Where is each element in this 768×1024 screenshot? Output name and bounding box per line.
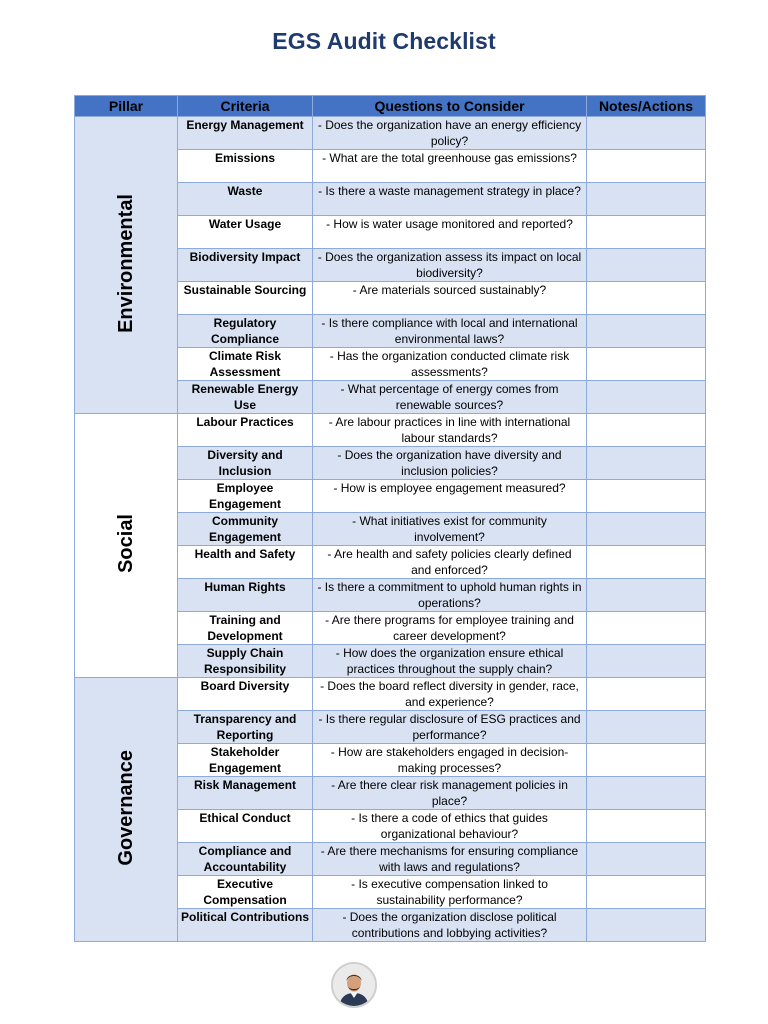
notes-cell[interactable] <box>587 480 706 513</box>
table-body <box>75 117 706 942</box>
pillar-cell <box>75 678 178 942</box>
header-criteria: Criteria <box>178 96 313 117</box>
pillar-label: Environmental <box>115 193 137 333</box>
notes-cell[interactable] <box>587 810 706 843</box>
question-cell: - Is there regular disclosure of ESG practices and performance? <box>313 711 587 744</box>
question-cell: - Are health and safety policies clearly defined and enforced? <box>313 546 587 579</box>
question-cell: - Does the organization disclose political contributions and lobbying activities? <box>313 909 587 942</box>
question-cell: - Does the board reflect diversity in gender, race, and experience? <box>313 678 587 711</box>
notes-cell[interactable] <box>587 315 706 348</box>
criteria-cell: Community Engagement <box>178 513 313 546</box>
notes-cell[interactable] <box>587 777 706 810</box>
question-cell: - Is there a commitment to uphold human rights in operations? <box>313 579 587 612</box>
table-row <box>75 414 706 447</box>
question-cell: - How does the organization ensure ethical practices throughout the supply chain? <box>313 645 587 678</box>
criteria-cell: Waste <box>178 183 313 216</box>
question-cell: - Are there mechanisms for ensuring compliance with laws and regulations? <box>313 843 587 876</box>
notes-cell[interactable] <box>587 678 706 711</box>
criteria-cell: Sustainable Sourcing <box>178 282 313 315</box>
question-cell: - Does the organization have diversity and inclusion policies? <box>313 447 587 480</box>
criteria-cell: Risk Management <box>178 777 313 810</box>
criteria-cell: Executive Compensation <box>178 876 313 909</box>
table-header-row <box>75 96 706 117</box>
criteria-cell: Political Contributions <box>178 909 313 942</box>
audit-checklist-table <box>74 95 706 942</box>
criteria-cell: Transparency and Reporting <box>178 711 313 744</box>
question-cell: - Is executive compensation linked to sustainability performance? <box>313 876 587 909</box>
criteria-cell: Biodiversity Impact <box>178 249 313 282</box>
notes-cell[interactable] <box>587 645 706 678</box>
question-cell: - Are materials sourced sustainably? <box>313 282 587 315</box>
notes-cell[interactable] <box>587 546 706 579</box>
notes-cell[interactable] <box>587 843 706 876</box>
person-icon <box>333 964 375 1006</box>
question-cell: - What percentage of energy comes from renewable sources? <box>313 381 587 414</box>
notes-cell[interactable] <box>587 414 706 447</box>
notes-cell[interactable] <box>587 249 706 282</box>
question-cell: - How are stakeholders engaged in decision-making processes? <box>313 744 587 777</box>
header-notes: Notes/Actions <box>587 96 706 117</box>
notes-cell[interactable] <box>587 348 706 381</box>
pillar-cell <box>75 414 178 678</box>
question-cell: - What initiatives exist for community involvement? <box>313 513 587 546</box>
notes-cell[interactable] <box>587 909 706 942</box>
notes-cell[interactable] <box>587 612 706 645</box>
criteria-cell: Ethical Conduct <box>178 810 313 843</box>
question-cell: - What are the total greenhouse gas emissions? <box>313 150 587 183</box>
question-cell: - Has the organization conducted climate risk assessments? <box>313 348 587 381</box>
question-cell: - Are labour practices in line with international labour standards? <box>313 414 587 447</box>
criteria-cell: Emissions <box>178 150 313 183</box>
header-questions: Questions to Consider <box>313 96 587 117</box>
pillar-cell <box>75 117 178 414</box>
criteria-cell: Renewable Energy Use <box>178 381 313 414</box>
question-cell: - Is there a code of ethics that guides organizational behaviour? <box>313 810 587 843</box>
criteria-cell: Board Diversity <box>178 678 313 711</box>
criteria-cell: Regulatory Compliance <box>178 315 313 348</box>
criteria-cell: Water Usage <box>178 216 313 249</box>
criteria-cell: Compliance and Accountability <box>178 843 313 876</box>
notes-cell[interactable] <box>587 513 706 546</box>
question-cell: - Is there a waste management strategy in place? <box>313 183 587 216</box>
notes-cell[interactable] <box>587 183 706 216</box>
table-row <box>75 117 706 150</box>
pillar-label: Governance <box>115 749 137 866</box>
criteria-cell: Climate Risk Assessment <box>178 348 313 381</box>
page-title: EGS Audit Checklist <box>272 28 496 54</box>
pillar-label: Social <box>115 514 137 573</box>
notes-cell[interactable] <box>587 117 706 150</box>
notes-cell[interactable] <box>587 381 706 414</box>
question-cell: - Does the organization have an energy efficiency policy? <box>313 117 587 150</box>
criteria-cell: Stakeholder Engagement <box>178 744 313 777</box>
criteria-cell: Diversity and Inclusion <box>178 447 313 480</box>
notes-cell[interactable] <box>587 150 706 183</box>
question-cell: - Are there programs for employee training and career development? <box>313 612 587 645</box>
notes-cell[interactable] <box>587 711 706 744</box>
question-cell: - Is there compliance with local and international environmental laws? <box>313 315 587 348</box>
notes-cell[interactable] <box>587 579 706 612</box>
criteria-cell: Employee Engagement <box>178 480 313 513</box>
author-avatar-icon <box>331 962 377 1008</box>
header-pillar: Pillar <box>75 96 178 117</box>
criteria-cell: Training and Development <box>178 612 313 645</box>
notes-cell[interactable] <box>587 744 706 777</box>
question-cell: - Are there clear risk management policies in place? <box>313 777 587 810</box>
question-cell: - How is water usage monitored and reported? <box>313 216 587 249</box>
criteria-cell: Health and Safety <box>178 546 313 579</box>
notes-cell[interactable] <box>587 447 706 480</box>
criteria-cell: Human Rights <box>178 579 313 612</box>
criteria-cell: Supply Chain Responsibility <box>178 645 313 678</box>
notes-cell[interactable] <box>587 282 706 315</box>
criteria-cell: Energy Management <box>178 117 313 150</box>
question-cell: - Does the organization assess its impact on local biodiversity? <box>313 249 587 282</box>
notes-cell[interactable] <box>587 216 706 249</box>
criteria-cell: Labour Practices <box>178 414 313 447</box>
question-cell: - How is employee engagement measured? <box>313 480 587 513</box>
notes-cell[interactable] <box>587 876 706 909</box>
table-row <box>75 678 706 711</box>
